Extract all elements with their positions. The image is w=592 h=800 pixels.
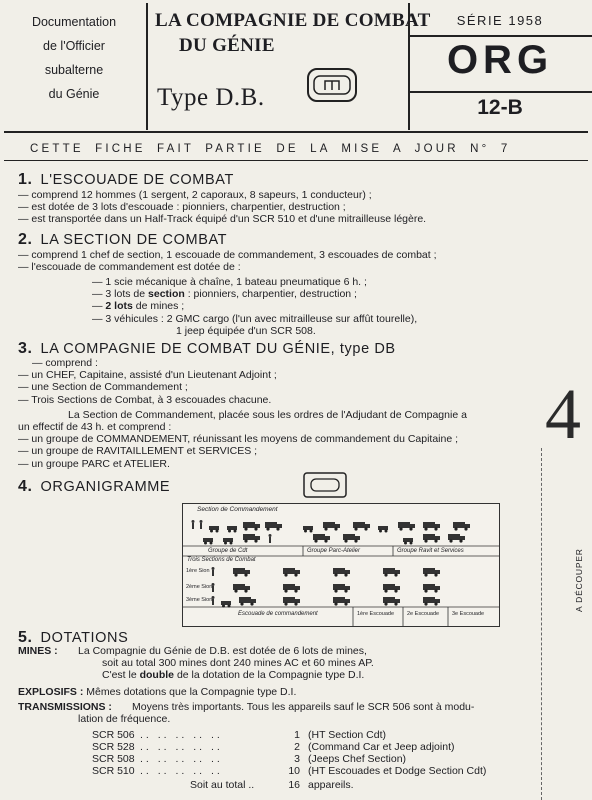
explosifs-label: EXPLOSIFS : — [18, 686, 84, 698]
transmissions-line-2: lation de fréquence. — [78, 713, 171, 725]
table-row — [92, 741, 135, 753]
section-number: 5. — [18, 629, 33, 646]
text-line: Moyens très importants. Tous les appareils sauf le SCR 506 sont à modu- — [132, 701, 475, 713]
emphasis: section — [148, 288, 185, 301]
text-line: — un groupe de COMMANDEMENT, réunissant les moyens de commandement du Capitaine ; — [18, 433, 459, 446]
text-line: — comprend 1 chef de section, 1 escouade de commandement, 3 escouades de combat ; — [18, 249, 437, 261]
diagram-label-row-3: 3ème Sion — [186, 597, 213, 603]
text-line: — une Section de Commandement ; — [18, 381, 188, 394]
scr-desc: (HT Escouades et Dodge Section Cdt) — [308, 765, 487, 777]
serie-label: SÉRIE 1958 — [456, 13, 544, 28]
mines-body — [78, 645, 374, 682]
section-number: 4. — [18, 478, 33, 495]
type-label: Type D.B. — [157, 84, 265, 111]
text-line: — est dotée de 3 lots d'escouade : pionniers, charpentier, destruction ; — [18, 201, 346, 214]
doc-line: de l'Officier — [43, 39, 105, 53]
section-title: LA COMPAGNIE DE COMBAT DU GÉNIE, type DB — [40, 341, 396, 357]
text-line: La Section de Commandement, placée sous les ordres de l'Adjudant de Compagnie a — [68, 408, 467, 421]
total-value: 16 — [288, 779, 300, 791]
mise-rule — [4, 160, 588, 161]
section-number: 1. — [18, 171, 33, 188]
section-2-items — [92, 276, 417, 337]
diagram-label-row-2: 2ème Sion — [186, 584, 213, 590]
section-2-heading — [18, 231, 227, 249]
cut-line — [541, 448, 542, 800]
section-title: LA SECTION DE COMBAT — [40, 232, 228, 248]
scr-desc: (Command Car et Jeep adjoint) — [308, 741, 455, 753]
diagram-label-row-1: 1ère Sion — [186, 568, 210, 574]
organigramme-drawing — [183, 504, 499, 626]
engineer-unit-symbol — [306, 66, 358, 104]
header-divider-left — [146, 3, 148, 130]
diagram-label-groupe-cdt: Groupe de Cdt — [208, 548, 248, 554]
scr-qty: 3 — [294, 753, 300, 765]
organigramme-diagram — [182, 503, 500, 627]
section-3-body — [18, 357, 467, 470]
mise-a-jour-line: CETTE FICHE FAIT PARTIE DE LA MISE A JOUR N° 7 — [30, 143, 511, 155]
sheet-code: 12-B — [477, 96, 523, 119]
diagram-label-groupe-ravit: Groupe Ravit et Services — [397, 548, 464, 554]
documentation-block — [10, 10, 138, 106]
section-3-heading — [18, 340, 396, 358]
text-line: — un CHEF, Capitaine, assisté d'un Lieutenant Adjoint ; — [18, 369, 277, 382]
section-title: ORGANIGRAMME — [40, 479, 171, 495]
list-item: — 3 véhicules : 2 GMC cargo (l'un avec mitrailleuse sur affût tourelle), — [92, 312, 418, 325]
diagram-label-escouade-2: 2e Escouade — [407, 611, 440, 617]
diagram-label-escouade-cdt: Escouade de commandement — [238, 611, 318, 617]
text-line: — comprend : — [32, 357, 98, 369]
text-line: — l'escouade de commandement est dotée de : — [18, 261, 241, 274]
scr-qty: 2 — [294, 741, 300, 753]
scr-name: SCR 510 — [92, 765, 135, 777]
org-label: ORG — [446, 38, 554, 82]
text-line: — un groupe PARC et ATELIER. — [18, 457, 170, 470]
scr-desc: (Jeeps Chef Section) — [308, 753, 407, 765]
text-line: soit au total 300 mines dont 240 mines AC et 60 mines AP. — [102, 657, 374, 670]
list-item: — 1 scie mécanique à chaîne, 1 bateau pneumatique 6 h. ; — [92, 276, 367, 288]
chapter-number: 4 — [545, 374, 581, 454]
text-line: un effectif de 43 h. et comprend : — [18, 421, 172, 434]
header-rule-mid — [408, 91, 592, 93]
section-1-heading — [18, 171, 234, 189]
text-line: — Trois Sections de Combat, à 3 escouades chacune. — [18, 393, 272, 406]
title-line-2: DU GÉNIE — [179, 35, 275, 56]
section-2-body — [18, 249, 437, 273]
emphasis: 2 lots — [105, 300, 133, 313]
table-row-dots: .. .. .. .. .. — [140, 753, 223, 765]
total-label: Soit au total .. — [190, 779, 255, 791]
table-row-dots: .. .. .. .. .. — [140, 765, 223, 777]
title-line-1: LA COMPAGNIE DE COMBAT — [155, 10, 431, 31]
diagram-label-trois-sections: Trois Sections de Combat — [187, 557, 256, 563]
document-title — [155, 8, 431, 58]
table-row — [92, 753, 135, 765]
text-line: — un groupe de RAVITAILLEMENT et SERVICES ; — [18, 445, 258, 458]
list-item: — 2 lots de mines ; — [92, 300, 185, 313]
section-title: DOTATIONS — [40, 630, 129, 646]
section-1-body — [18, 189, 426, 226]
table-row — [92, 765, 135, 777]
total-unit: appareils. — [308, 779, 354, 791]
table-row — [92, 729, 135, 741]
header-bottom-rule — [4, 131, 588, 133]
header-rule-top — [408, 35, 592, 37]
emphasis: double — [139, 669, 175, 682]
list-item: — 3 lots de section : pionniers, charpentier, destruction ; — [92, 288, 357, 301]
explosifs-line — [18, 686, 296, 698]
scr-name: SCR 528 — [92, 741, 135, 753]
section-number: 2. — [18, 231, 33, 248]
doc-line: Documentation — [31, 15, 117, 29]
scr-name: SCR 508 — [92, 753, 135, 765]
text-line: C'est le double de la dotation de la Compagnie type D.I. — [102, 669, 365, 682]
transmissions-body — [132, 701, 474, 713]
scr-name: SCR 506 — [92, 729, 135, 741]
scr-desc: (HT Section Cdt) — [308, 729, 386, 741]
text-line: — est transportée dans un Half-Track équipé d'un SCR 510 et d'une mitrailleuse légère. — [18, 213, 427, 226]
list-item: 1 jeep équipée d'un SCR 508. — [176, 324, 316, 337]
explosifs-text: Mêmes dotations que la Compagnie type D.I. — [86, 686, 297, 698]
section-title: L'ESCOUADE DE COMBAT — [40, 172, 234, 188]
doc-line: subalterne — [44, 63, 104, 77]
text-line: La Compagnie du Génie de D.B. est dotée de 6 lots de mines, — [78, 645, 367, 657]
a-decouper-label: A DÉCOUPER — [574, 548, 584, 612]
table-row-dots: .. .. .. .. .. — [140, 729, 223, 741]
diagram-label-groupe-parc: Groupe Parc-Atelier — [307, 548, 361, 554]
diagram-label-command-section: Section de Commandement — [197, 506, 278, 513]
scr-qty: 1 — [294, 729, 300, 741]
transmissions-label: TRANSMISSIONS : — [18, 701, 112, 713]
diagram-label-escouade-3: 3e Escouade — [452, 611, 485, 617]
scr-qty: 10 — [288, 765, 300, 777]
doc-line: du Génie — [48, 87, 100, 101]
engineer-unit-symbol-small — [302, 471, 348, 499]
table-row-dots: .. .. .. .. .. — [140, 741, 223, 753]
diagram-label-escouade-1: 1ère Escouade — [357, 611, 394, 617]
mines-label: MINES : — [18, 645, 58, 657]
section-4-heading — [18, 478, 170, 496]
section-number: 3. — [18, 340, 33, 357]
text-line: — comprend 12 hommes (1 sergent, 2 caporaux, 8 sapeurs, 1 conducteur) ; — [18, 189, 372, 201]
